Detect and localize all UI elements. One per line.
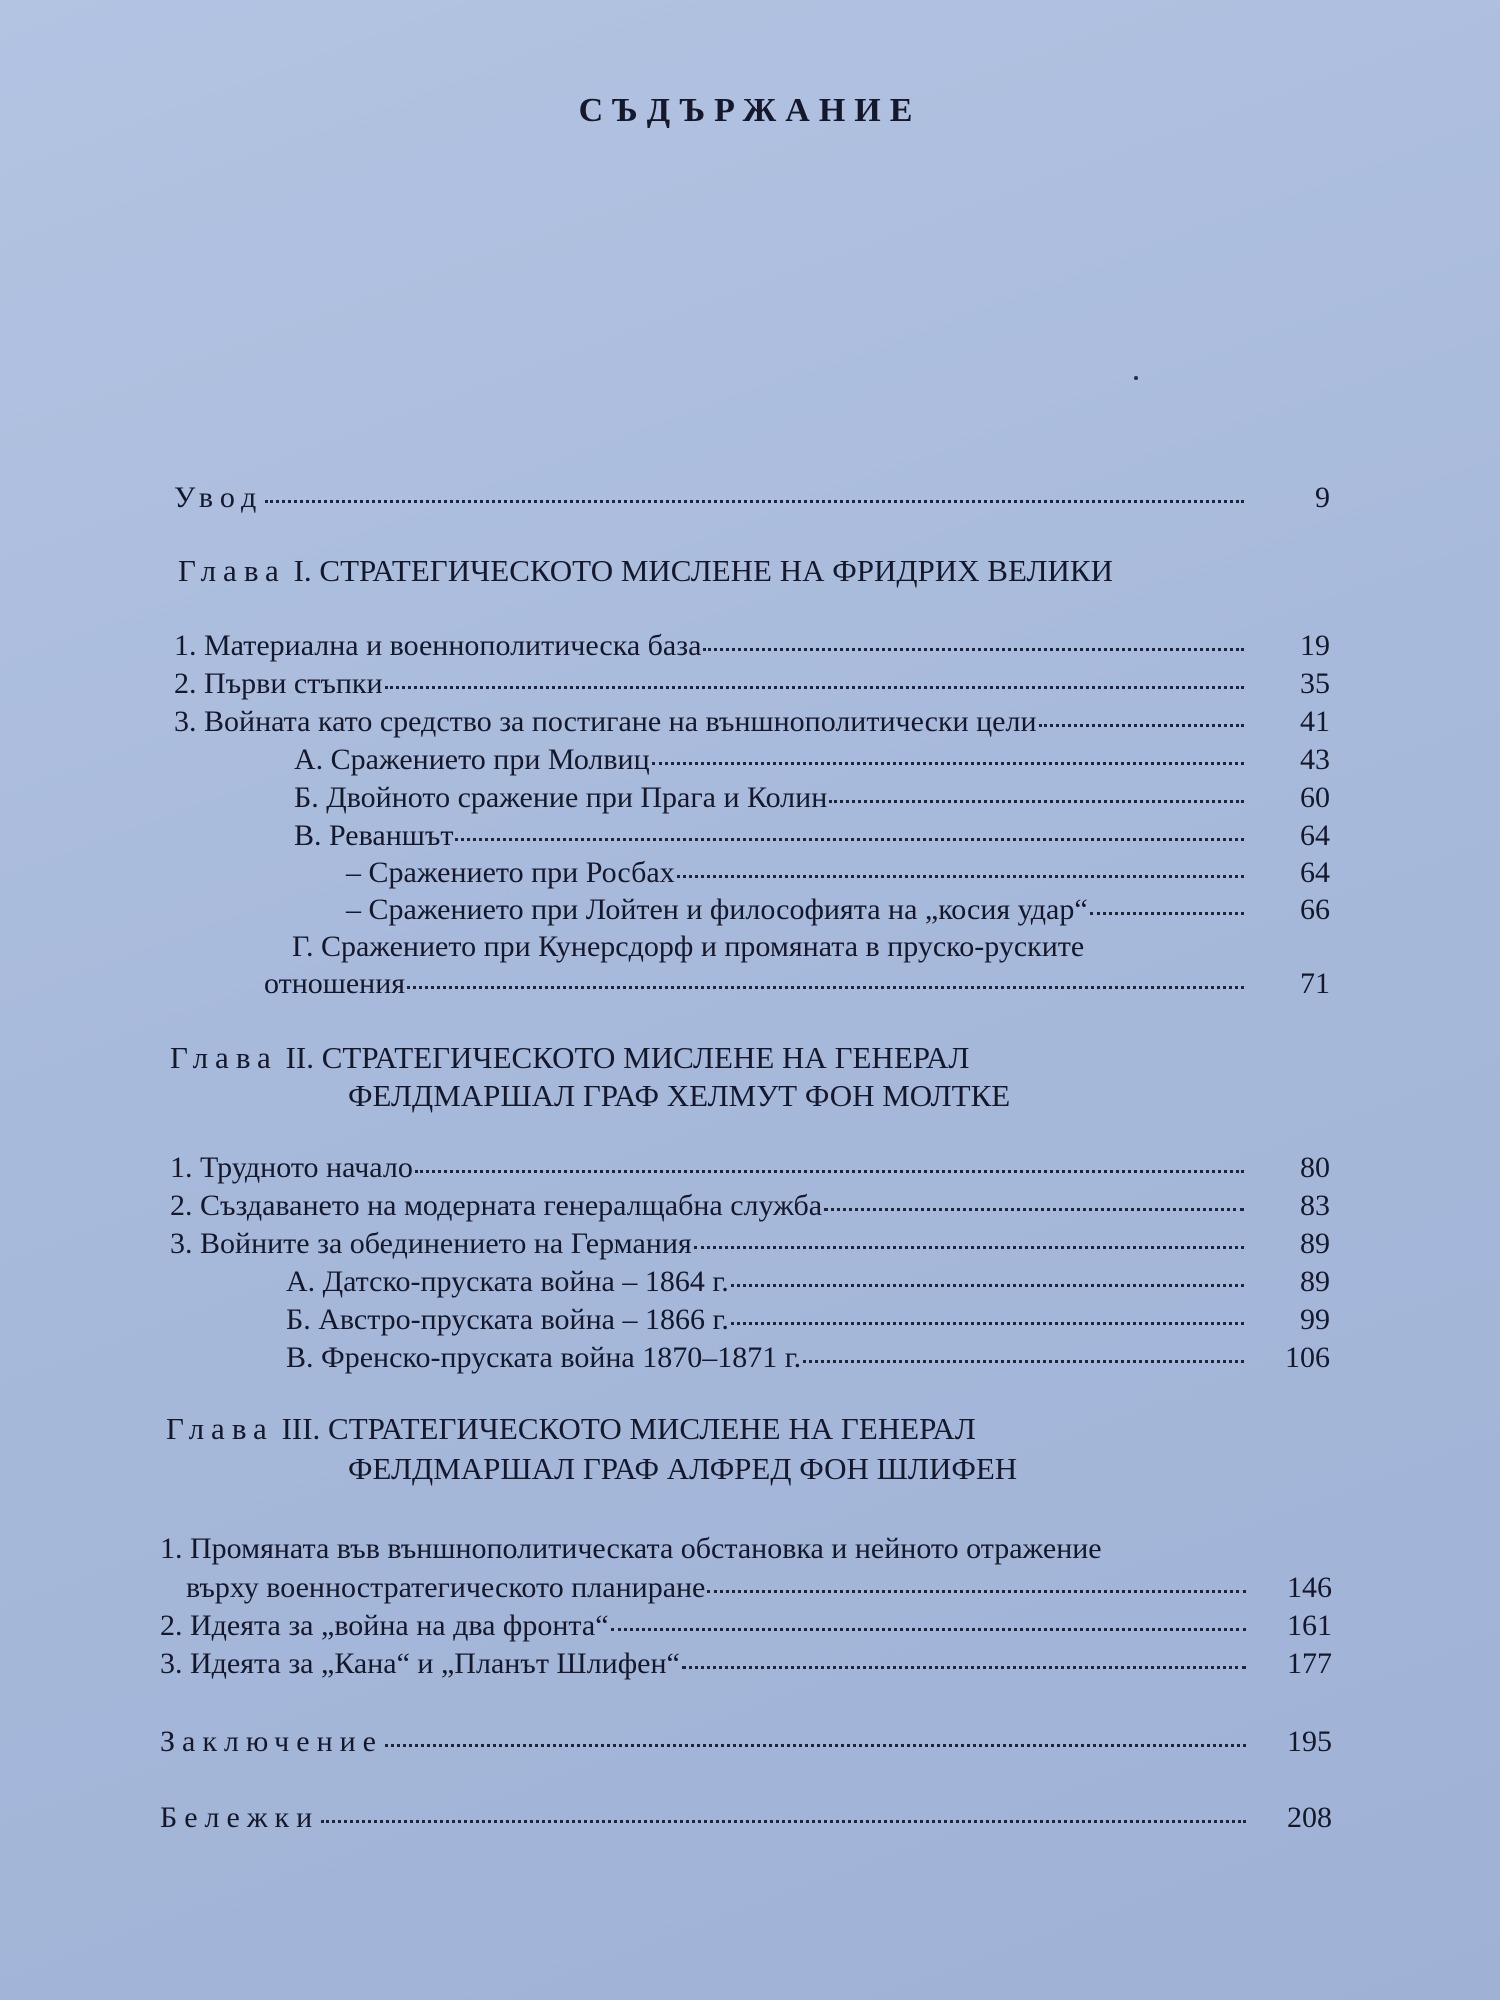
chapter-prefix: Глава (178, 553, 286, 588)
chapter-2-heading[interactable] (170, 1039, 969, 1077)
entry-label: 3. Войната като средство за постигане на външнополитически цели (174, 705, 1037, 738)
entry-label: Заключение (160, 1725, 383, 1758)
toc-entry[interactable] (346, 855, 1330, 891)
dot-leader (385, 1744, 1246, 1747)
page-number: 208 (1287, 1801, 1332, 1834)
page-number: 66 (1300, 893, 1330, 926)
dot-leader (611, 1628, 1246, 1631)
dot-leader (731, 1322, 1244, 1325)
toc-entry[interactable] (174, 704, 1330, 740)
page-number: 195 (1287, 1725, 1332, 1758)
entry-label: 2. Идеята за „война на два фронта“ (160, 1609, 609, 1642)
toc-entry[interactable] (160, 1646, 1332, 1682)
chapter-3-heading[interactable] (166, 1410, 976, 1448)
dot-leader (1039, 724, 1245, 727)
dot-leader (703, 648, 1244, 651)
toc-entry-line1[interactable]: 1. Промяната във външнополитическата обстановка и нейното отражение (160, 1532, 1102, 1565)
toc-entry[interactable] (186, 1570, 1332, 1606)
toc-entry[interactable] (346, 892, 1330, 928)
entry-label: 1. Трудното начало (170, 1151, 413, 1184)
entry-label: отношения (264, 967, 406, 1000)
page-number: 89 (1300, 1265, 1330, 1298)
dot-leader (694, 1246, 1244, 1249)
toc-entry[interactable] (286, 1302, 1330, 1338)
page-number: 64 (1300, 819, 1330, 852)
entry-label: – Сражението при Росбах (346, 856, 675, 889)
entry-label: 3. Идеята за „Кана“ и „Планът Шлифен“ (160, 1647, 680, 1680)
page-number: 106 (1285, 1341, 1330, 1374)
page-number: 99 (1300, 1303, 1330, 1336)
page-number: 146 (1287, 1571, 1332, 1604)
speck (1134, 376, 1138, 380)
dot-leader (829, 800, 1244, 803)
entry-label: – Сражението при Лойтен и философията на „косия удар“ (346, 893, 1088, 926)
toc-entry[interactable] (170, 1188, 1330, 1224)
entry-label: В. Френско-пруската война 1870–1871 г. (286, 1341, 802, 1374)
page-number: 64 (1300, 856, 1330, 889)
dot-leader (321, 1820, 1246, 1823)
toc-entry[interactable] (174, 628, 1330, 664)
toc-entry[interactable] (170, 1226, 1330, 1262)
toc-entry[interactable] (294, 780, 1330, 816)
chapter-title: I. СТРАТЕГИЧЕСКОТО МИСЛЕНЕ НА ФРИДРИХ ВЕЛИКИ (293, 553, 1113, 588)
toc-entry-intro[interactable] (174, 480, 1330, 516)
toc-entry[interactable] (286, 1264, 1330, 1300)
page-number: 80 (1300, 1151, 1330, 1184)
chapter-title: II. СТРАТЕГИЧЕСКОТО МИСЛЕНЕ НА ГЕНЕРАЛ (285, 1040, 970, 1075)
page-title: СЪДЪРЖАНИЕ (578, 92, 922, 129)
entry-label: А. Датско-пруската война – 1864 г. (286, 1265, 729, 1298)
dot-leader (707, 1590, 1246, 1593)
toc-entry[interactable] (286, 1340, 1330, 1376)
entry-label: Увод (174, 481, 264, 514)
page-number: 89 (1300, 1227, 1330, 1260)
toc-entry-line1[interactable]: Г. Сражението при Кунерсдорф и промяната в пруско-руските (292, 930, 1085, 963)
page-number: 35 (1300, 667, 1330, 700)
entry-label: Б. Двойното сражение при Прага и Колин (294, 781, 828, 814)
dot-leader (803, 1360, 1244, 1363)
entry-label: Бележки (160, 1801, 320, 1834)
dot-leader (682, 1666, 1246, 1669)
dot-leader (677, 875, 1244, 878)
chapter-2-heading-line2: ФЕЛДМАРШАЛ ГРАФ ХЕЛМУТ ФОН МОЛТКЕ (348, 1078, 1011, 1113)
page-number: 83 (1300, 1189, 1330, 1222)
toc-entry-notes[interactable] (160, 1800, 1332, 1836)
dot-leader (265, 500, 1244, 503)
page-number: 41 (1300, 705, 1330, 738)
toc-entry-conclusion[interactable] (160, 1724, 1332, 1760)
dot-leader (407, 986, 1244, 989)
chapter-prefix: Глава (166, 1411, 274, 1446)
page-number: 19 (1300, 629, 1330, 662)
dot-leader (1090, 912, 1244, 915)
entry-label: 2. Първи стъпки (174, 667, 383, 700)
chapter-1-heading[interactable] (178, 552, 1113, 590)
page-number: 161 (1287, 1609, 1332, 1642)
chapter-3-heading-line2: ФЕЛДМАРШАЛ ГРАФ АЛФРЕД ФОН ШЛИФЕН (348, 1451, 1018, 1486)
page-number: 177 (1287, 1647, 1332, 1680)
toc-entry[interactable] (170, 1150, 1330, 1186)
toc-entry[interactable] (294, 818, 1330, 854)
entry-label: Б. Австро-пруската война – 1866 г. (286, 1303, 729, 1336)
page-number: 60 (1300, 781, 1330, 814)
dot-leader (652, 762, 1244, 765)
entry-label: върху военностратегическото планиране (186, 1571, 706, 1604)
dot-leader (415, 1170, 1244, 1173)
dot-leader (824, 1208, 1244, 1211)
chapter-prefix: Глава (170, 1040, 278, 1075)
entry-label: В. Реваншът (294, 819, 454, 852)
toc-entry[interactable] (174, 666, 1330, 702)
dot-leader (731, 1284, 1244, 1287)
page-number: 43 (1300, 743, 1330, 776)
entry-label: А. Сражението при Молвиц (294, 743, 650, 776)
toc-entry[interactable] (294, 742, 1330, 778)
entry-label: 2. Създаването на модерната генералщабна служба (170, 1189, 823, 1222)
toc-entry[interactable] (264, 966, 1330, 1002)
entry-label: 1. Материална и военнополитическа база (174, 629, 702, 662)
page-number: 9 (1315, 481, 1330, 514)
page-number: 71 (1300, 967, 1330, 1000)
entry-label: 3. Войните за обединението на Германия (170, 1227, 692, 1260)
chapter-title: III. СТРАТЕГИЧЕСКОТО МИСЛЕНЕ НА ГЕНЕРАЛ (281, 1411, 976, 1446)
toc-entry[interactable] (160, 1608, 1332, 1644)
dot-leader (385, 686, 1244, 689)
dot-leader (455, 838, 1244, 841)
